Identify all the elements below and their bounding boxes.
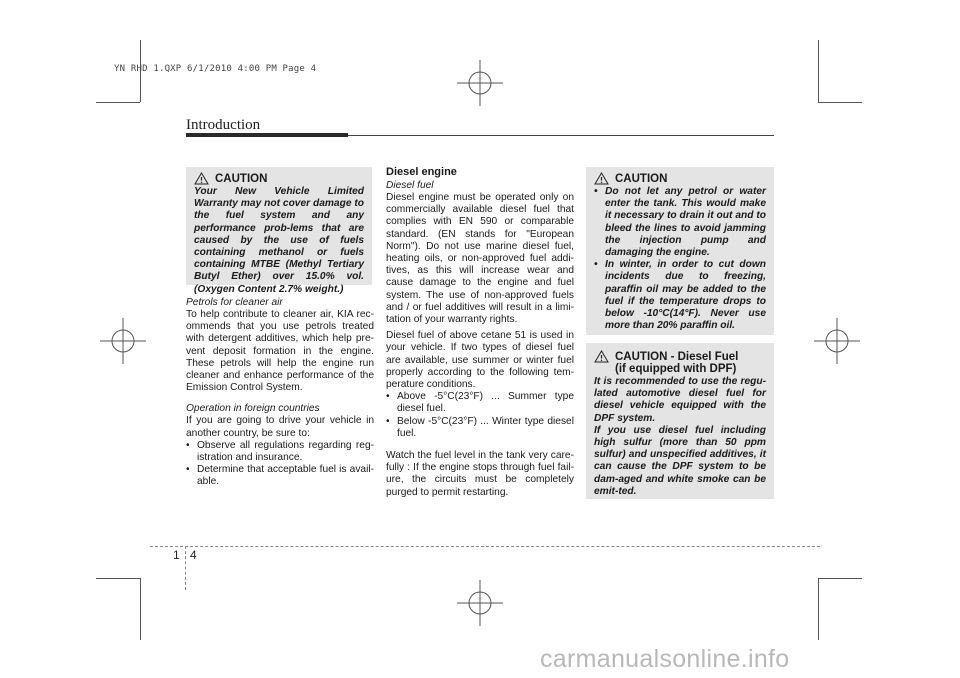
left-column xyxy=(186,296,374,489)
foreign-text: If you are going to drive your vehicle in another country, be sure to: xyxy=(186,415,374,439)
caution-heading xyxy=(594,351,766,375)
caution-title: CAUTION xyxy=(615,351,668,363)
petrols-heading: Petrols for cleaner air xyxy=(186,297,283,308)
dpf-caution-box xyxy=(586,343,774,499)
registration-mark-bottom xyxy=(455,578,505,628)
diesel-para-3: Watch the fuel level in the tank very care-fully : If the engine stops through fuel fail-ure, the circuits must be completely purged to permit restarting. xyxy=(386,450,574,498)
caution-title: CAUTION xyxy=(215,173,268,185)
list-item: • Determine that acceptable fuel is avail-able. xyxy=(186,464,374,488)
registration-mark-top xyxy=(455,58,505,108)
diesel-bullet-list xyxy=(386,391,574,440)
warning-triangle-icon xyxy=(594,172,609,185)
foreign-bullet-list xyxy=(186,440,374,489)
caution-title-line2: (if equipped with DPF) xyxy=(615,363,737,375)
warning-triangle-icon xyxy=(194,172,209,185)
page-number: 4 xyxy=(190,548,197,562)
footer-rule xyxy=(150,546,820,547)
diesel-para-2: Diesel fuel of above cetane 51 is used in your vehicle. If two types of diesel fuel are available, use summer or winter fuel properly according to the following tem-perature conditions. xyxy=(386,330,574,391)
footer-divider xyxy=(185,546,186,590)
chapter-number: 1 xyxy=(173,548,180,562)
title-rule-thin xyxy=(348,135,774,136)
list-item: • Above -5°C(23°F) ... Summer type diesel fuel. xyxy=(386,391,574,415)
list-item: • In winter, in order to cut down incidents due to freezing, paraffin oil may be added to the fuel if the temperature drops to below -10°C(14°F). Never use more than 20% paraffin oil. xyxy=(594,259,766,332)
list-item: • Observe all regulations regarding reg-istration and insurance. xyxy=(186,440,374,464)
caution-heading xyxy=(594,173,766,185)
middle-column xyxy=(386,166,574,499)
title-rule-thick xyxy=(186,133,348,137)
registration-mark-right xyxy=(812,316,862,366)
caution-bullet-list xyxy=(594,186,766,332)
diesel-engine-heading: Diesel engine xyxy=(386,166,457,178)
list-item: • Do not let any petrol or water enter the tank. This would make it necessary to drain it out and to bleed the lines to avoid jamming the injection pump and damaging the engine. xyxy=(594,186,766,259)
fuel-caution-box xyxy=(586,167,774,335)
dpf-para-2: If you use diesel fuel including high sulfur (more than 50 ppm sulfur) and unspecified additives, it can cause the DPF system to be dam-aged and white smoke can be emit-ted. xyxy=(594,424,766,497)
warning-triangle-icon xyxy=(594,350,609,363)
diesel-para-1: Diesel engine must be operated only on commercially available diesel fuel that complies with EN 590 or comparable standard. (EN stands for "European Norm"). Do not use marine diesel fuel, heating oils, or non-approved fuel addi-tives, as this will increase wear and cause damage to the engine and fuel system. The use of non-approved fuels and / or fuel additives will result in a limi-tation of your warranty rights. xyxy=(386,192,574,326)
watermark: carmanualsonline.info xyxy=(540,645,790,673)
caution-title-suffix: - Diesel Fuel xyxy=(667,351,739,363)
caution-text: Your New Vehicle Limited Warranty may not cover damage to the fuel system and any performance prob-lems that are caused by the use of fuels containing methanol or fuels containing MTBE (Methyl Tertiary Butyl Ether) over 15.0% vol. (Oxygen Content 2.7% weight.) xyxy=(194,186,364,295)
warranty-caution-box xyxy=(186,167,372,295)
list-item: • Below -5°C(23°F) ... Winter type diesel fuel. xyxy=(386,416,574,440)
caution-title-block xyxy=(615,351,738,375)
diesel-fuel-subheading: Diesel fuel xyxy=(386,180,434,191)
registration-mark-left xyxy=(98,316,148,366)
section-title: Introduction xyxy=(186,117,261,133)
print-slug: YN RHD 1.QXP 6/1/2010 4:00 PM Page 4 xyxy=(114,64,317,74)
petrols-text: To help contribute to cleaner air, KIA rec-ommends that you use petrols treated with detergent additives, which help pre-vent deposit formation in the engine. These petrols will help the engine run cleaner and enhance performance of the Emission Control System. xyxy=(186,309,374,394)
foreign-heading: Operation in foreign countries xyxy=(186,403,320,415)
caution-title: CAUTION xyxy=(615,173,668,185)
caution-heading xyxy=(194,173,364,185)
dpf-para-1: It is recommended to use the regu-lated automotive diesel fuel for diesel vehicle equipped with the DPF system. xyxy=(594,376,766,424)
